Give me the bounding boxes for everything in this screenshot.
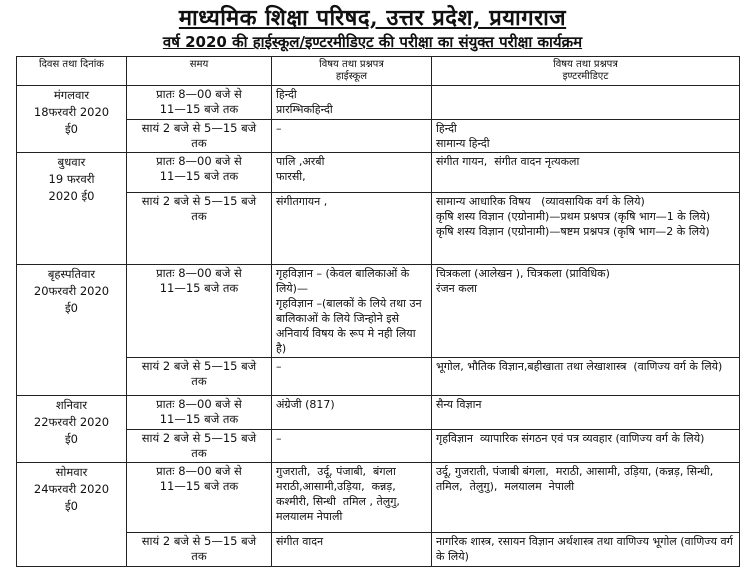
day-day: सोमवार xyxy=(55,465,88,479)
time-text: तक xyxy=(191,374,207,388)
highschool-subject-cell xyxy=(272,153,432,193)
time-text: प्रातः 8—00 बजे से xyxy=(156,154,242,168)
highschool-subject-text: पालि ,अरबी फारसी, xyxy=(276,155,325,183)
highschool-subject-cell xyxy=(272,120,432,153)
inter-subject-text: चित्रकला (आलेखन ), चित्रकला (प्राविधिक) रंजन कला xyxy=(436,267,610,295)
day-cell xyxy=(17,265,127,396)
header-inter xyxy=(432,57,740,86)
inter-subject-cell xyxy=(432,463,740,533)
day-date: 19 फरवरी xyxy=(48,172,95,186)
time-text: प्रातः 8—00 बजे से xyxy=(156,266,242,280)
day-date: 24फरवरी 2020 xyxy=(33,482,110,496)
highschool-subject-text: संगीतगायन , xyxy=(276,195,328,208)
inter-subject-text: सैन्य विज्ञान xyxy=(436,398,482,411)
time-text: तक xyxy=(191,549,207,563)
highschool-subject-text: – xyxy=(276,360,282,373)
inter-subject-cell xyxy=(432,86,740,120)
time-text: सायं 2 बजे से 5—15 बजे xyxy=(141,121,257,135)
time-text: सायं 2 बजे से 5—15 बजे xyxy=(141,534,257,548)
highschool-subject-cell xyxy=(272,86,432,120)
header-highschool-line1: विषय तथा प्रश्नपत्र xyxy=(319,59,384,70)
highschool-subject-text: संगीत वादन xyxy=(276,535,324,548)
header-time xyxy=(127,57,272,86)
time-text: 11—15 बजे तक xyxy=(159,281,239,295)
time-text: तक xyxy=(191,136,207,150)
time-text: 11—15 बजे तक xyxy=(159,412,239,426)
highschool-subject-cell xyxy=(272,430,432,463)
page-subtitle: वर्ष 2020 की हाईस्कूल/इण्टरमीडिएट की परीक्षा का संयुक्त परीक्षा कार्यक्रम xyxy=(162,33,583,51)
time-text: 11—15 बजे तक xyxy=(159,169,239,183)
time-cell xyxy=(127,358,272,396)
table-row xyxy=(17,86,740,120)
highschool-subject-cell xyxy=(272,193,432,265)
time-cell xyxy=(127,463,272,533)
time-text: सायं 2 बजे से 5—15 बजे xyxy=(141,194,257,208)
day-era: ई0 xyxy=(65,122,78,136)
header-time-label: समय xyxy=(189,59,209,70)
table-row xyxy=(17,396,740,430)
highschool-subject-text: हिन्दी प्रारम्भिकहिन्दी xyxy=(276,88,333,116)
day-day: शनिवार xyxy=(55,398,88,412)
time-text: 11—15 बजे तक xyxy=(159,479,239,493)
day-day: बुधवार xyxy=(57,155,86,169)
day-date: 22फरवरी 2020 xyxy=(33,415,110,429)
header-inter-line1: विषय तथा प्रश्नपत्र xyxy=(553,59,618,70)
highschool-subject-cell xyxy=(272,265,432,358)
inter-subject-text: नागरिक शास्त्र, रसायन विज्ञान अर्थशास्त्र तथा वाणिज्य भूगोल (वाणिज्य वर्ग के लिये) xyxy=(436,535,737,563)
day-era: ई0 xyxy=(65,432,78,446)
time-cell xyxy=(127,265,272,358)
highschool-subject-cell xyxy=(272,396,432,430)
inter-subject-cell xyxy=(432,533,740,567)
inter-subject-cell xyxy=(432,153,740,193)
inter-subject-cell xyxy=(432,396,740,430)
time-cell xyxy=(127,533,272,567)
time-cell xyxy=(127,153,272,193)
inter-subject-text: संगीत गायन, संगीत वादन नृत्यकला xyxy=(436,155,580,168)
inter-subject-text: भूगोल, भौतिक विज्ञान,बहीखाता तथा लेखाशास्त्र (वाणिज्य वर्ग के लिये) xyxy=(436,360,723,373)
inter-subject-text: सामान्य आधारिक विषय (व्यावसायिक वर्ग के लिये) कृषि शस्य विज्ञान (एग्रोनामी)—प्रथम प्रश्नपत्र (कृषि भाग—1 के लिये) कृषि शस्य विज्ञान (एग्रोनामी)—षष्टम प्रश्नपत्र (कृषि भाग—2 के लिये) xyxy=(436,195,711,238)
day-date: 20फरवरी 2020 xyxy=(33,284,110,298)
time-cell xyxy=(127,120,272,153)
day-day: बृहस्पतिवार xyxy=(47,267,96,281)
highschool-subject-cell xyxy=(272,358,432,396)
inter-subject-cell xyxy=(432,358,740,396)
time-text: 11—15 बजे तक xyxy=(159,102,239,116)
time-text: प्रातः 8—00 बजे से xyxy=(156,87,242,101)
day-day: मंगलवार xyxy=(53,88,90,102)
highschool-subject-text: गृहविज्ञान – (केवल बालिकाओं के लिये)— गृहविज्ञान –(बालकों के लिये तथा उन बालिकाओं के लिये जिन्होने इसे अनिवार्य विषय के रूप मे नही लिया है) xyxy=(276,267,422,355)
highschool-subject-text: गुजराती, उर्दू, पंजाबी, बंगला मराठी,आसामी,उड़िया, कन्नड़, कश्मीरी, सिन्धी तमिल , तेलुगु, मलयालम नेपाली xyxy=(276,465,404,523)
time-text: तक xyxy=(191,209,207,223)
day-cell xyxy=(17,86,127,153)
time-cell xyxy=(127,396,272,430)
header-day xyxy=(17,57,127,86)
highschool-subject-cell xyxy=(272,463,432,533)
exam-schedule-table xyxy=(16,56,740,567)
day-era: 2020 ई0 xyxy=(48,189,95,203)
header-inter-line2: इण्टरमीडिएट xyxy=(562,71,609,82)
time-text: प्रातः 8—00 बजे से xyxy=(156,464,242,478)
inter-subject-cell xyxy=(432,265,740,358)
highschool-subject-text: – xyxy=(276,122,282,135)
page-title: माध्यमिक शिक्षा परिषद, उत्तर प्रदेश, प्रयागराज xyxy=(178,5,567,31)
inter-subject-text: गृहविज्ञान व्यापारिक संगठन एवं पत्र व्यवहार (वाणिज्य वर्ग के लिये) xyxy=(436,432,705,445)
day-date: 18फरवरी 2020 xyxy=(33,105,110,119)
day-era: ई0 xyxy=(65,301,78,315)
day-cell xyxy=(17,463,127,567)
header-day-label: दिवस तथा दिनांक xyxy=(39,59,104,70)
time-text: सायं 2 बजे से 5—15 बजे xyxy=(141,431,257,445)
header-highschool-line2: हाईस्कूल xyxy=(335,71,368,82)
table-header-row xyxy=(17,57,740,86)
time-text: प्रातः 8—00 बजे से xyxy=(156,397,242,411)
time-cell xyxy=(127,193,272,265)
table-row xyxy=(17,265,740,358)
inter-subject-text: उर्दू, गुजराती, पंजाबी बंगला, मराठी, आसामी, उड़िया, (कन्नड़, सिन्धी, तमिल, तेलुगु), मलयालम नेपाली xyxy=(436,465,717,493)
highschool-subject-cell xyxy=(272,533,432,567)
day-cell xyxy=(17,396,127,463)
table-row xyxy=(17,153,740,193)
inter-subject-text: हिन्दी सामान्य हिन्दी xyxy=(436,122,490,150)
day-era: ई0 xyxy=(65,499,78,513)
time-text: सायं 2 बजे से 5—15 बजे xyxy=(141,359,257,373)
day-cell xyxy=(17,153,127,265)
time-cell xyxy=(127,86,272,120)
table-row xyxy=(17,463,740,533)
time-text: तक xyxy=(191,446,207,460)
highschool-subject-text: – xyxy=(276,432,282,445)
inter-subject-cell xyxy=(432,193,740,265)
inter-subject-cell xyxy=(432,120,740,153)
inter-subject-cell xyxy=(432,430,740,463)
header-highschool xyxy=(272,57,432,86)
highschool-subject-text: अंग्रेजी (817) xyxy=(276,398,335,411)
time-cell xyxy=(127,430,272,463)
